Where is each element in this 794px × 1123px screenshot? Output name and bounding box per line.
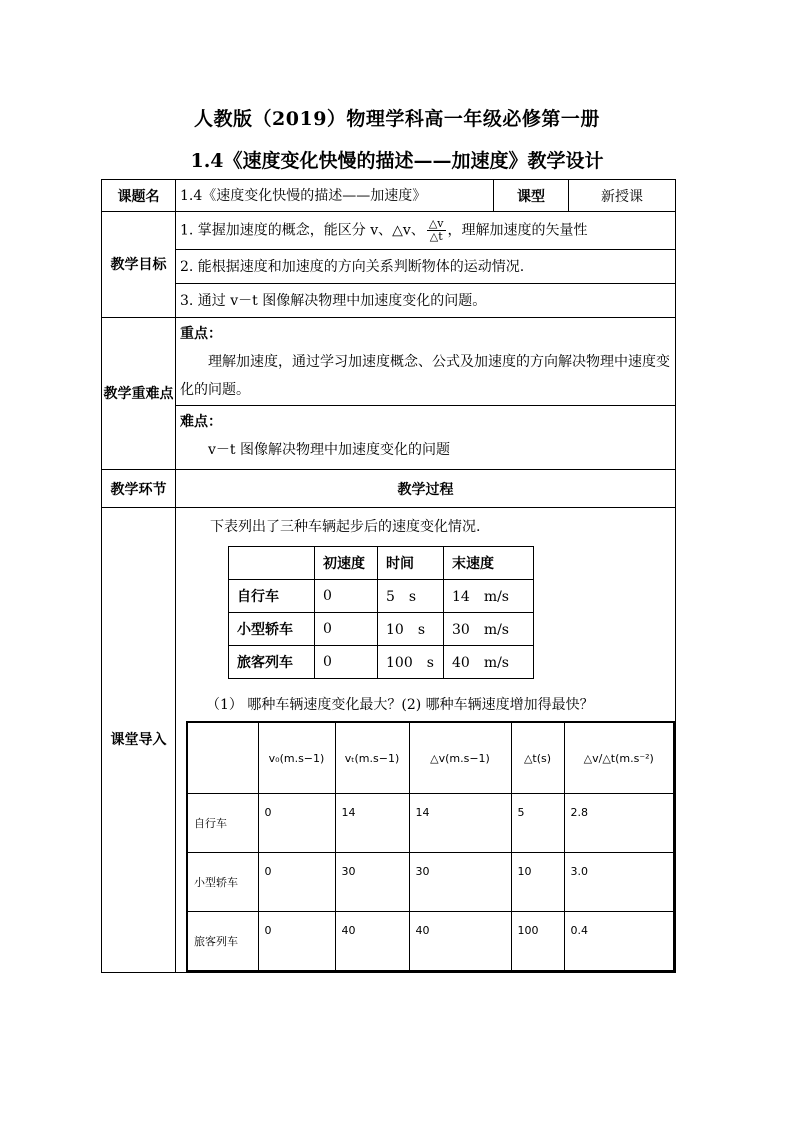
stage-header: 教学环节 <box>102 470 176 508</box>
goal-row-1 <box>102 212 676 250</box>
type-value: 新授课 <box>569 180 676 212</box>
intro-content <box>176 508 676 973</box>
cell: 5 s <box>378 580 444 613</box>
cell: 14 m/s <box>444 580 534 613</box>
cell: 5 <box>511 794 564 853</box>
cell: 3.0 <box>564 853 674 912</box>
fraction-denominator: △t <box>429 230 443 243</box>
acceleration-table-corner <box>187 722 258 794</box>
table-row <box>229 646 534 679</box>
lesson-plan-table <box>101 179 676 973</box>
topic-value: 1.4《速度变化快慢的描述——加速度》 <box>176 180 494 212</box>
difficulty-row <box>102 406 676 470</box>
keypoints-label: 教学重难点 <box>102 318 176 470</box>
col-time: 时间 <box>378 547 444 580</box>
goals-label: 教学目标 <box>102 212 176 318</box>
type-label: 课型 <box>494 180 569 212</box>
keypoint-text: 理解加速度，通过学习加速度概念、公式及加速度的方向解决物理中速度变化的问题。 <box>180 354 670 398</box>
goal-item-3: 3. 通过 v－t 图像解决物理中加速度变化的问题。 <box>176 284 676 318</box>
cell: 30 m/s <box>444 613 534 646</box>
row-label: 旅客列车 <box>229 646 315 679</box>
cell: 14 <box>335 794 409 853</box>
cell: 10 <box>511 853 564 912</box>
fraction-numerator: △v <box>428 217 444 230</box>
goal-row-3 <box>102 284 676 318</box>
intro-row <box>102 508 676 973</box>
process-header: 教学过程 <box>176 470 676 508</box>
col-acceleration: △v/△t(m.s⁻²) <box>564 722 674 794</box>
cell: 0 <box>315 646 378 679</box>
col-v0: v₀(m.s−1) <box>258 722 335 794</box>
col-delta-t: △t(s) <box>511 722 564 794</box>
col-initial-speed: 初速度 <box>315 547 378 580</box>
goal-item-1-after: ，理解加速度的矢量性 <box>447 222 588 239</box>
document-title: 人教版（2019）物理学科高一年级必修第一册 <box>194 108 600 130</box>
process-header-row <box>102 470 676 508</box>
keypoint-row <box>102 318 676 406</box>
lesson-title: 1.4《速度变化快慢的描述——加速度》教学设计 <box>190 150 604 172</box>
cell: 100 s <box>378 646 444 679</box>
table-row <box>187 853 674 912</box>
cell: 30 <box>335 853 409 912</box>
vehicle-table-header <box>229 547 534 580</box>
goal-item-1 <box>176 212 676 250</box>
cell: 0 <box>258 853 335 912</box>
vehicle-speed-table <box>228 546 534 679</box>
difficulty-text: v－t 图像解决物理中加速度变化的问题 <box>208 442 450 458</box>
cell: 40 <box>409 912 511 972</box>
row-label: 旅客列车 <box>187 912 258 972</box>
table-row <box>229 613 534 646</box>
cell: 10 s <box>378 613 444 646</box>
cell: 2.8 <box>564 794 674 853</box>
goal-item-2: 2. 能根据速度和加速度的方向关系判断物体的运动情况. <box>176 250 676 284</box>
acceleration-table <box>186 721 675 972</box>
difficulty-title: 难点： <box>180 414 222 430</box>
cell: 0.4 <box>564 912 674 972</box>
cell: 14 <box>409 794 511 853</box>
table-row <box>229 580 534 613</box>
cell: 0 <box>258 912 335 972</box>
keypoint-title: 重点： <box>180 326 222 342</box>
cell: 0 <box>315 580 378 613</box>
table-row <box>187 794 674 853</box>
cell: 40 <box>335 912 409 972</box>
goal-row-2 <box>102 250 676 284</box>
keypoint-cell <box>176 318 676 406</box>
row-label: 自行车 <box>229 580 315 613</box>
col-vt: vₜ(m.s−1) <box>335 722 409 794</box>
intro-label: 课堂导入 <box>102 508 176 973</box>
difficulty-cell <box>176 406 676 470</box>
intro-question: （1） 哪种车辆速度变化最大？(2) 哪种车辆速度增加得最快？ <box>206 697 594 713</box>
topic-row <box>102 180 676 212</box>
cell: 30 <box>409 853 511 912</box>
cell: 0 <box>258 794 335 853</box>
row-label: 自行车 <box>187 794 258 853</box>
dv-dt-fraction <box>427 218 446 243</box>
vehicle-table-corner <box>229 547 315 580</box>
col-final-speed: 末速度 <box>444 547 534 580</box>
goal-item-1-before: 1. 掌握加速度的概念，能区分 v、△v、 <box>180 222 425 239</box>
table-row <box>187 912 674 972</box>
intro-lead: 下表列出了三种车辆起步后的速度变化情况. <box>210 519 481 535</box>
row-label: 小型轿车 <box>229 613 315 646</box>
topic-label: 课题名 <box>102 180 176 212</box>
row-label: 小型轿车 <box>187 853 258 912</box>
acceleration-table-header <box>187 722 674 794</box>
cell: 40 m/s <box>444 646 534 679</box>
col-delta-v: △v(m.s−1) <box>409 722 511 794</box>
cell: 0 <box>315 613 378 646</box>
cell: 100 <box>511 912 564 972</box>
